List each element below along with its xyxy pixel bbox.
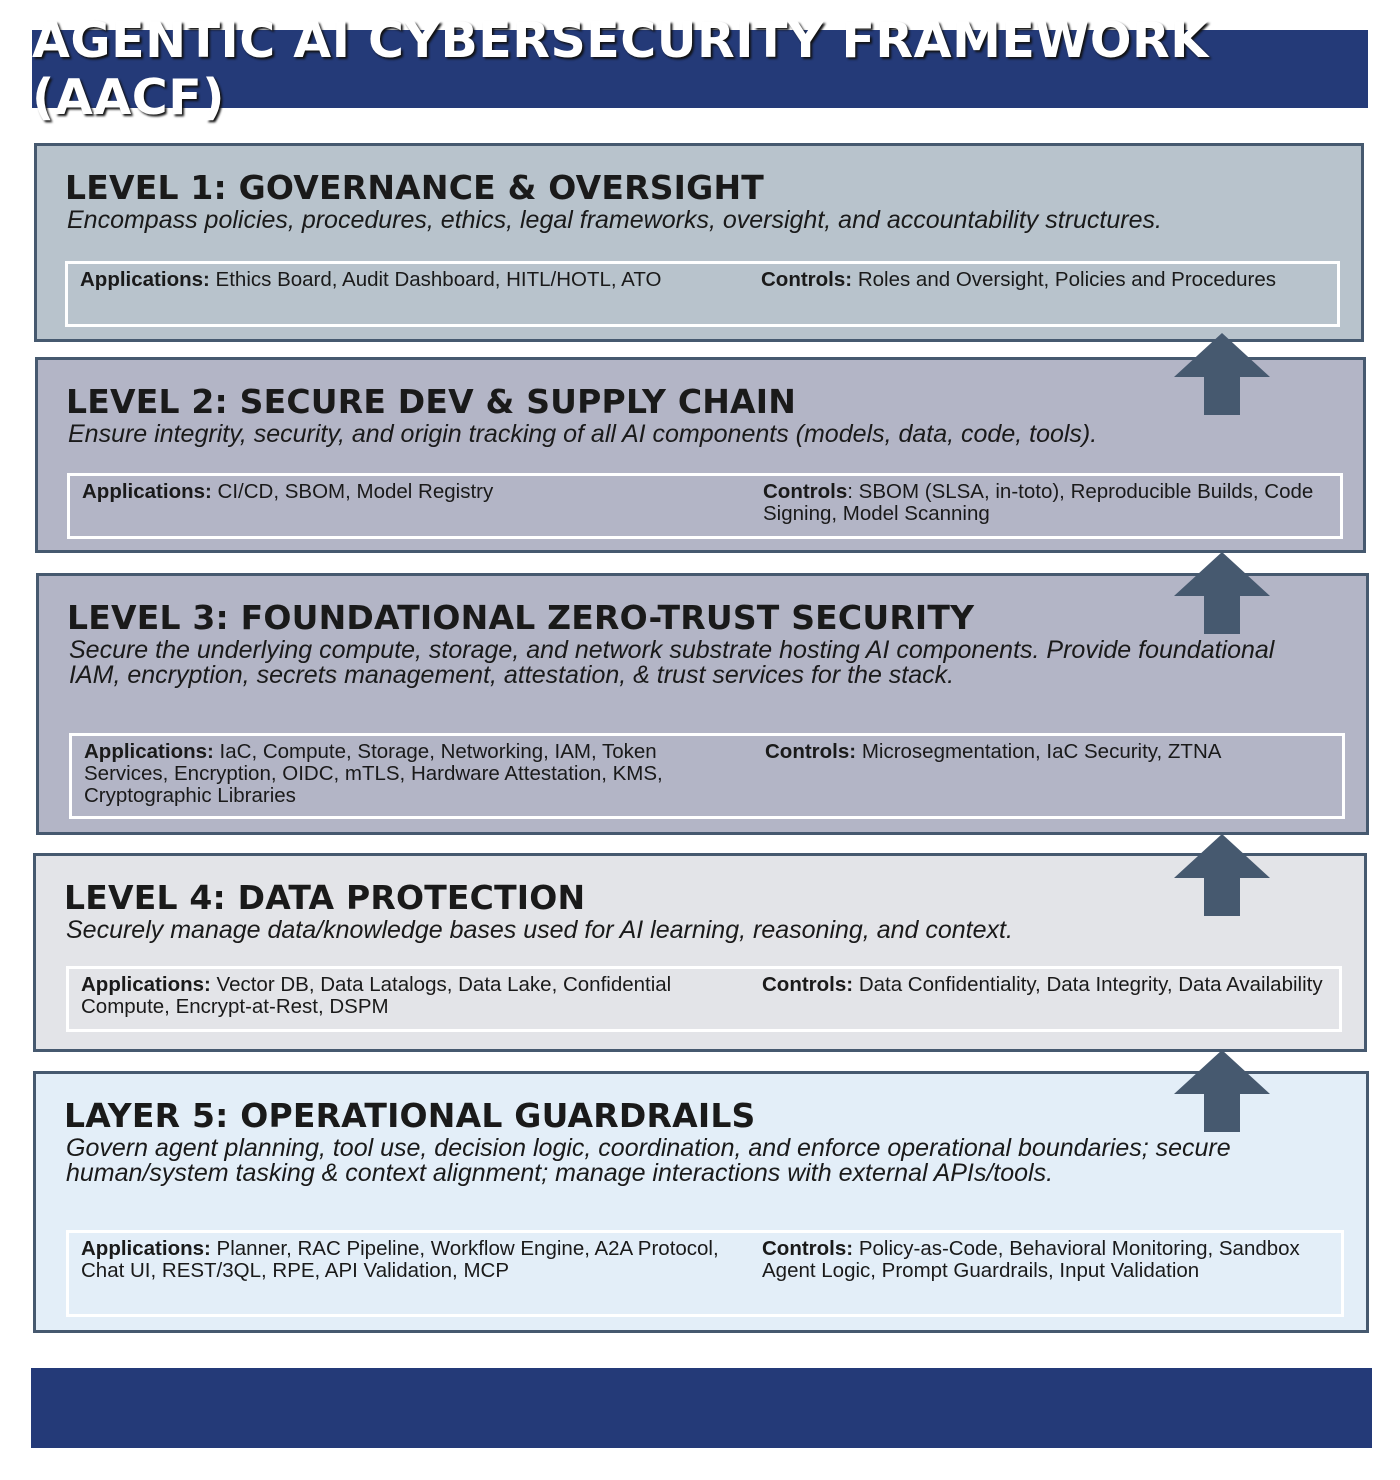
applications-label: Applications: xyxy=(82,480,212,503)
up-arrow-icon xyxy=(1174,1050,1270,1132)
level-5-panel xyxy=(33,1071,1369,1333)
level-1-description: Encompass policies, procedures, ethics, legal frameworks, oversight, and accountability structures. xyxy=(67,206,1162,234)
level-3-applications xyxy=(84,741,714,807)
level-5-controls xyxy=(762,1238,1337,1282)
applications-text: Planner, RAC Pipeline, Workflow Engine, A2A Protocol, Chat UI, REST/3QL, RPE, API Validation, MCP xyxy=(81,1237,719,1282)
level-3-controls xyxy=(765,741,1340,763)
applications-label: Applications: xyxy=(80,268,210,291)
controls-text: Policy-as-Code, Behavioral Monitoring, Sandbox Agent Logic, Prompt Guardrails, Input Validation xyxy=(762,1237,1300,1282)
level-2-description: Ensure integrity, security, and origin tracking of all AI components (models, data, code, tools). xyxy=(68,420,1098,448)
applications-label: Applications: xyxy=(81,973,211,996)
controls-label: Controls: xyxy=(762,1237,854,1260)
level-3-title: LEVEL 3: FOUNDATIONAL ZERO-TRUST SECURITY xyxy=(67,598,975,637)
level-5-applications xyxy=(81,1238,721,1282)
level-2-title: LEVEL 2: SECURE DEV & SUPPLY CHAIN xyxy=(66,382,797,421)
level-2-controls xyxy=(763,481,1338,525)
applications-label: Applications: xyxy=(81,1237,211,1260)
applications-text: CI/CD, SBOM, Model Registry xyxy=(217,480,494,503)
level-4-applications xyxy=(81,974,721,1018)
level-4-panel xyxy=(33,853,1367,1052)
level-4-title: LEVEL 4: DATA PROTECTION xyxy=(64,878,586,917)
controls-text: Roles and Oversight, Policies and Procedures xyxy=(857,268,1277,291)
applications-label: Applications: xyxy=(84,740,214,763)
level-5-info-box xyxy=(66,1230,1344,1317)
controls-text: : SBOM (SLSA, in-toto), Reproducible Builds, Code Signing, Model Scanning xyxy=(763,480,1314,525)
level-1-controls xyxy=(761,269,1336,291)
applications-text: Ethics Board, Audit Dashboard, HITL/HOTL, ATO xyxy=(215,268,662,291)
level-1-info-box xyxy=(65,261,1340,327)
level-1-panel xyxy=(34,143,1364,342)
controls-label: Controls: xyxy=(761,268,853,291)
level-2-applications xyxy=(82,481,722,503)
level-3-panel xyxy=(36,573,1369,835)
up-arrow-icon xyxy=(1174,552,1270,634)
controls-text: Microsegmentation, IaC Security, ZTNA xyxy=(861,740,1222,763)
level-3-info-box xyxy=(69,733,1345,819)
level-5-description: Govern agent planning, tool use, decision logic, coordination, and enforce operational boundaries; secure human/system tasking & context alignment; manage interactions with external APIs/tools. xyxy=(66,1134,1231,1187)
controls-label: Controls: xyxy=(765,740,857,763)
level-4-description: Securely manage data/knowledge bases used for AI learning, reasoning, and context. xyxy=(66,916,1013,944)
level-5-title: LAYER 5: OPERATIONAL GUARDRAILS xyxy=(64,1096,756,1135)
applications-text: Vector DB, Data Latalogs, Data Lake, Confidential Compute, Encrypt-at-Rest, DSPM xyxy=(81,973,672,1018)
up-arrow-icon xyxy=(1174,834,1270,916)
up-arrow-icon xyxy=(1174,333,1270,415)
level-1-applications xyxy=(80,269,720,291)
applications-text: IaC, Compute, Storage, Networking, IAM, Token Services, Encryption, OIDC, mTLS, Hardware Attestation, KMS, Cryptographic Libraries xyxy=(84,740,663,807)
level-4-controls xyxy=(762,974,1337,996)
controls-label: Controls: xyxy=(762,973,854,996)
footer-banner xyxy=(31,1368,1372,1448)
level-2-info-box xyxy=(67,473,1343,539)
framework-title: AGENTIC AI CYBERSECURITY FRAMEWORK (AACF) xyxy=(32,30,1368,108)
controls-label: Controls xyxy=(763,480,848,503)
level-4-info-box xyxy=(66,966,1342,1032)
level-1-title: LEVEL 1: GOVERNANCE & OVERSIGHT xyxy=(65,168,764,207)
level-2-panel xyxy=(35,357,1366,553)
controls-text: Data Confidentiality, Data Integrity, Data Availability xyxy=(858,973,1323,996)
level-3-description: Secure the underlying compute, storage, and network substrate hosting AI components. Provide foundational IAM, encryption, secrets management, attestation, & trust services for the stack. xyxy=(69,636,1275,689)
